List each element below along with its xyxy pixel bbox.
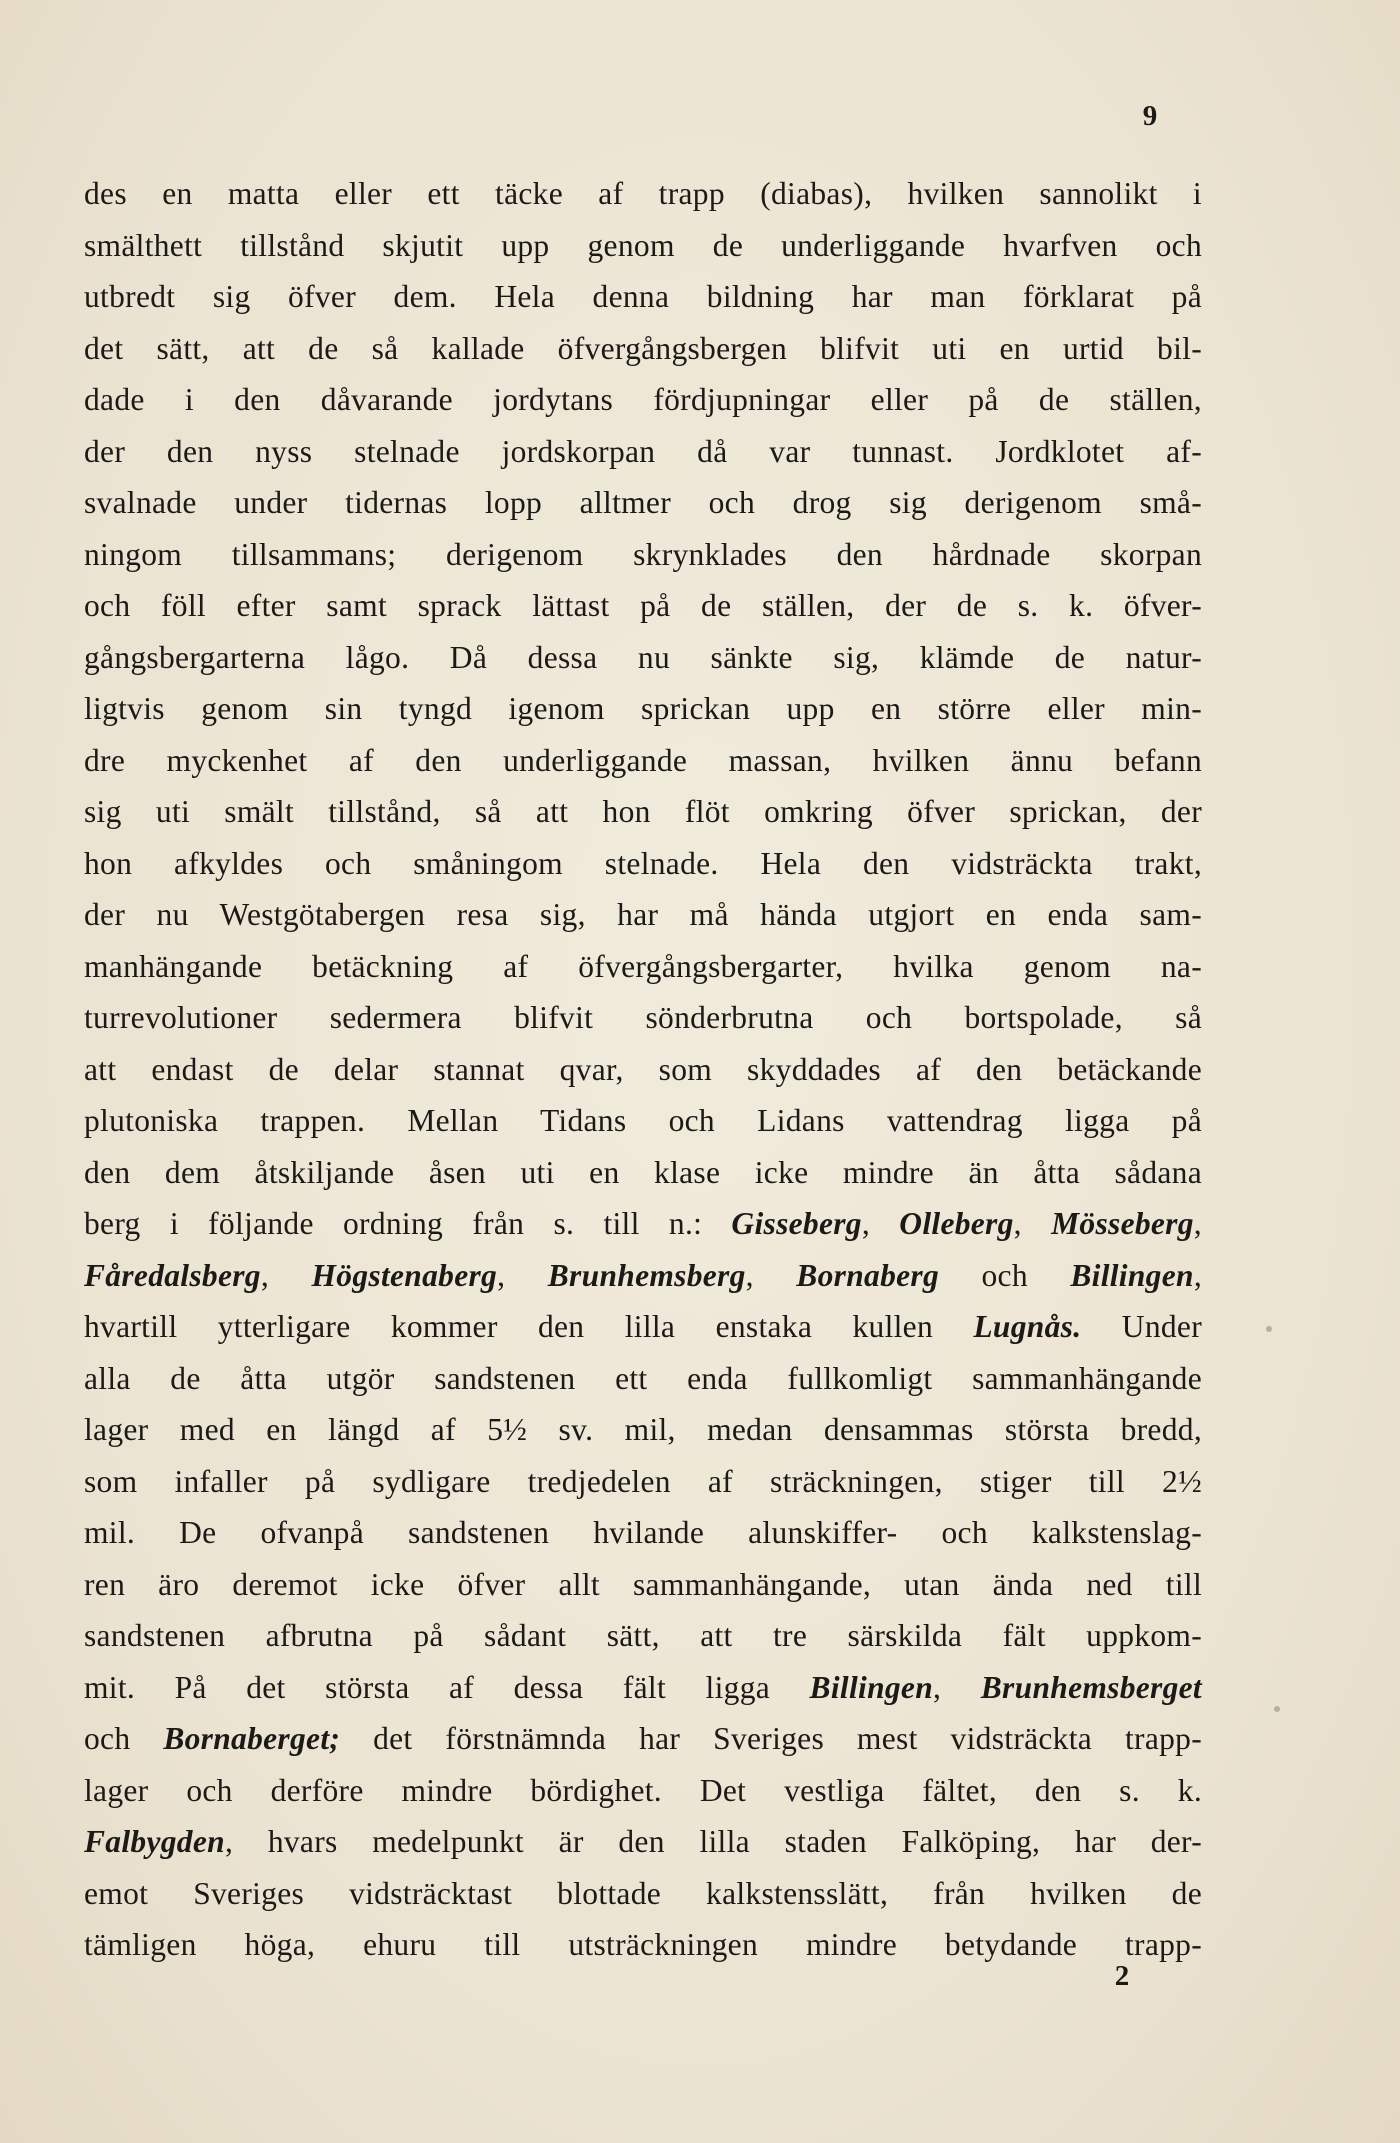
text-run: och [84, 1721, 164, 1756]
text-run: , [1013, 1206, 1052, 1241]
text-run: det förstnämnda har Sveriges mest vidsträckta trapp- [340, 1721, 1202, 1756]
place-name: Gisseberg [731, 1206, 862, 1241]
place-name: Mösseberg [1051, 1206, 1194, 1241]
text-run: Under [1081, 1309, 1202, 1344]
text-run: , [745, 1257, 797, 1293]
text-line: lager med en längd af 5½ sv. mil, medan densammas största bredd, [84, 1412, 1202, 1447]
place-name: Bornaberg [796, 1257, 940, 1293]
text-line [84, 1662, 1202, 1714]
text-line: dre myckenhet af den underliggande massan, hvilken ännu befann [84, 742, 1202, 778]
text-line: manhängande betäckning af öfvergångsbergarter, hvilka genom na- [84, 948, 1202, 984]
paper-speck [1266, 1326, 1272, 1332]
place-name: Billingen [1070, 1257, 1194, 1293]
text-run: och [939, 1257, 1071, 1293]
text-line: turrevolutioner sedermera blifvit sönderbrutna och bortspolade, så [84, 1000, 1202, 1035]
text-line: och föll efter samt sprack lättast på de ställen, der de s. k. öfver- [84, 588, 1202, 623]
text-run: , [933, 1669, 981, 1705]
text-run: , hvars medelpunkt är den lilla staden Falköping, har der- [224, 1824, 1202, 1859]
place-name: Billingen [809, 1669, 934, 1705]
text-line: som infaller på sydligare tredjedelen af sträckningen, stiger till 2½ [84, 1463, 1202, 1499]
place-name: Falbygden [84, 1824, 225, 1859]
text-line: sandstenen afbrutna på sådant sätt, att tre särskilda fält uppkom- [84, 1618, 1202, 1653]
text-run: berg i följande ordning från s. till n.: [84, 1206, 732, 1241]
text-run: , [260, 1257, 312, 1293]
text-line: tämligen höga, ehuru till utsträckningen mindre betydande trapp- [84, 1927, 1202, 1962]
place-name: Fåredalsberg [84, 1257, 261, 1293]
text-line: plutoniska trappen. Mellan Tidans och Lidans vattendrag ligga på [84, 1103, 1202, 1138]
body-text [84, 168, 1202, 1971]
place-name: Bornaberget; [163, 1721, 341, 1756]
text-run: , [1193, 1206, 1202, 1241]
text-line: sig uti smält tillstånd, så att hon flöt omkring öfver sprickan, der [84, 794, 1202, 829]
text-line: mil. De ofvanpå sandstenen hvilande alunskiffer- och kalkstenslag- [84, 1515, 1202, 1550]
text-line: smälthett tillstånd skjutit upp genom de underliggande hvarfven och [84, 227, 1202, 263]
text-run: , [1193, 1257, 1203, 1293]
signature-mark: 2 [1114, 1960, 1130, 1992]
text-line: alla de åtta utgör sandstenen ett enda fullkomligt sammanhängande [84, 1360, 1202, 1396]
text-line [84, 1301, 1202, 1353]
text-line: lager och derföre mindre bördighet. Det vestliga fältet, den s. k. [84, 1772, 1202, 1808]
text-line [84, 1816, 1202, 1868]
text-line: der den nyss stelnade jordskorpan då var tunnast. Jordklotet af- [84, 433, 1202, 469]
place-name: Brunhemsberget [980, 1669, 1202, 1705]
text-line: emot Sveriges vidsträcktast blottade kalkstensslätt, från hvilken de [84, 1875, 1202, 1911]
text-line: ningom tillsammans; derigenom skrynklades den hårdnade skorpan [84, 536, 1202, 572]
text-line: ren äro deremot icke öfver allt sammanhängande, utan ända ned till [84, 1566, 1202, 1602]
place-name: Högstenaberg [311, 1257, 498, 1293]
text-run: , [861, 1206, 900, 1241]
text-line: gångsbergarterna lågo. Då dessa nu sänkte sig, klämde de natur- [84, 639, 1202, 675]
place-name: Lugnås. [973, 1309, 1082, 1344]
text-line: ligtvis genom sin tyngd igenom sprickan upp en större eller min- [84, 691, 1202, 726]
text-run: , [497, 1257, 548, 1293]
text-line: utbredt sig öfver dem. Hela denna bildning har man förklarat på [84, 279, 1202, 314]
text-line: den dem åtskiljande åsen uti en klase icke mindre än åtta sådana [84, 1154, 1202, 1190]
text-line: hon afkyldes och småningom stelnade. Hela den vidsträckta trakt, [84, 845, 1202, 881]
text-line: des en matta eller ett täcke af trapp (diabas), hvilken sannolikt i [84, 176, 1202, 211]
text-run: hvartill ytterligare kommer den lilla enstaka kullen [84, 1309, 974, 1344]
page-number: 9 [1142, 100, 1158, 132]
place-name: Olleberg [899, 1206, 1014, 1241]
text-line: der nu Westgötabergen resa sig, har må hända utgjort en enda sam- [84, 897, 1202, 932]
text-run: mit. På det största af dessa fält ligga [84, 1669, 810, 1705]
text-line: att endast de delar stannat qvar, som skyddades af den betäckande [84, 1051, 1202, 1087]
text-line: dade i den dåvarande jordytans fördjupningar eller på de ställen, [84, 382, 1202, 417]
text-line [84, 1250, 1202, 1302]
text-line [84, 1198, 1202, 1250]
paper-speck [1274, 1706, 1280, 1712]
text-line: svalnade under tidernas lopp alltmer och drog sig derigenom små- [84, 485, 1202, 520]
text-line: det sätt, att de så kallade öfvergångsbergen blifvit uti en urtid bil- [84, 330, 1202, 366]
place-name: Brunhemsberg [547, 1257, 746, 1293]
text-line [84, 1713, 1202, 1765]
